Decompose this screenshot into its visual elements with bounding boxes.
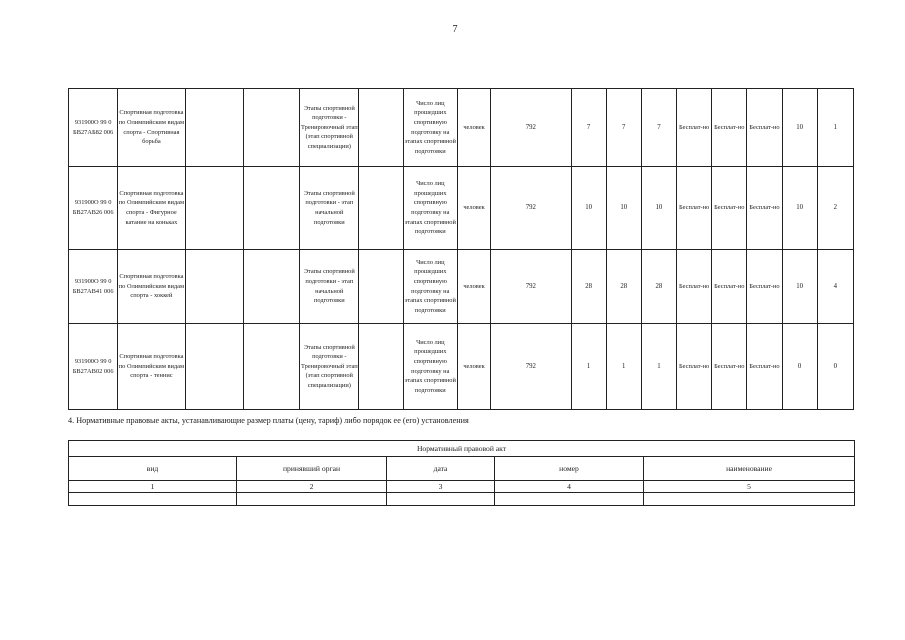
okei-code-cell: 792 xyxy=(491,89,571,167)
empty-cell xyxy=(359,324,403,410)
deviation-percent-cell: 10 xyxy=(782,89,817,167)
price-year1-cell: Бесплат-но xyxy=(677,324,712,410)
normative-acts-table xyxy=(68,440,855,506)
value-year2-cell: 10 xyxy=(606,167,641,250)
service-code-cell: 931900О 99 0 БВ27АВ26 006 xyxy=(69,167,118,250)
service-row xyxy=(69,89,854,167)
col-number-5: 5 xyxy=(644,481,855,493)
stage-cell: Этапы спортивной подготовки - этап начальной подготовки xyxy=(300,167,359,250)
unit-cell: человек xyxy=(457,167,490,250)
col-number-2: 2 xyxy=(237,481,387,493)
indicator-cell: Число лиц прошедших спортивную подготовку на этапах спортивной подготовки xyxy=(403,250,457,324)
price-year1-cell: Бесплат-но xyxy=(677,89,712,167)
service-name-cell: Спортивная подготовка по Олимпийским видам спорта - Спортивная борьба xyxy=(118,89,185,167)
service-code-cell: 931900О 99 0 БВ27АВ41 006 xyxy=(69,250,118,324)
empty-cell xyxy=(387,493,495,506)
value-year1-cell: 28 xyxy=(571,250,606,324)
col-number-3: 3 xyxy=(387,481,495,493)
service-name-cell: Спортивная подготовка по Олимпийским видам спорта - хоккей xyxy=(118,250,185,324)
col-header-number: номер xyxy=(495,457,644,481)
okei-code-cell: 792 xyxy=(491,324,571,410)
unit-cell: человек xyxy=(457,89,490,167)
service-name-cell: Спортивная подготовка по Олимпийским видам спорта - теннис xyxy=(118,324,185,410)
indicator-cell: Число лиц прошедших спортивную подготовку на этапах спортивной подготовки xyxy=(403,89,457,167)
value-year3-cell: 7 xyxy=(641,89,676,167)
empty-cell xyxy=(359,89,403,167)
empty-cell xyxy=(644,493,855,506)
empty-cell xyxy=(243,250,299,324)
service-row xyxy=(69,250,854,324)
deviation-absolute-cell: 2 xyxy=(817,167,853,250)
service-row xyxy=(69,324,854,410)
service-row xyxy=(69,167,854,250)
price-year3-cell: Бесплат-но xyxy=(747,167,782,250)
col-header-title: наименование xyxy=(644,457,855,481)
col-header-authority: принявший орган xyxy=(237,457,387,481)
empty-cell xyxy=(243,167,299,250)
empty-cell xyxy=(243,89,299,167)
value-year3-cell: 28 xyxy=(641,250,676,324)
deviation-absolute-cell: 1 xyxy=(817,89,853,167)
service-code-cell: 931900О 99 0 БВ27АБ82 006 xyxy=(69,89,118,167)
empty-cell xyxy=(185,89,243,167)
price-year2-cell: Бесплат-но xyxy=(712,89,747,167)
service-code-cell: 931900О 99 0 БВ27АВ02 006 xyxy=(69,324,118,410)
services-table xyxy=(68,88,854,410)
okei-code-cell: 792 xyxy=(491,250,571,324)
page-number: 7 xyxy=(452,24,458,35)
empty-cell xyxy=(495,493,644,506)
price-year2-cell: Бесплат-но xyxy=(712,324,747,410)
deviation-percent-cell: 10 xyxy=(782,167,817,250)
stage-cell: Этапы спортивной подготовки - Тренировочный этап (этап спортивной специализации) xyxy=(300,89,359,167)
empty-cell xyxy=(185,167,243,250)
unit-cell: человек xyxy=(457,250,490,324)
deviation-percent-cell: 10 xyxy=(782,250,817,324)
price-year1-cell: Бесплат-но xyxy=(677,167,712,250)
unit-cell: человек xyxy=(457,324,490,410)
empty-cell xyxy=(359,167,403,250)
service-name-cell: Спортивная подготовка по Олимпийским видам спорта - Фигурное катание на коньках xyxy=(118,167,185,250)
value-year3-cell: 1 xyxy=(641,324,676,410)
deviation-absolute-cell: 4 xyxy=(817,250,853,324)
indicator-cell: Число лиц прошедших спортивную подготовку на этапах спортивной подготовки xyxy=(403,324,457,410)
price-year2-cell: Бесплат-но xyxy=(712,167,747,250)
empty-cell xyxy=(185,250,243,324)
empty-cell xyxy=(69,493,237,506)
value-year1-cell: 10 xyxy=(571,167,606,250)
value-year2-cell: 28 xyxy=(606,250,641,324)
stage-cell: Этапы спортивной подготовки - Тренировочный этап (этап спортивной специализации) xyxy=(300,324,359,410)
empty-cell xyxy=(237,493,387,506)
acts-group-header: Нормативный правовой акт xyxy=(69,441,855,457)
empty-cell xyxy=(243,324,299,410)
indicator-cell: Число лиц прошедших спортивную подготовку на этапах спортивной подготовки xyxy=(403,167,457,250)
section4-caption: 4. Нормативные правовые акты, устанавливающие размер платы (цену, тариф) либо порядок ее (его) установления xyxy=(68,416,469,425)
okei-code-cell: 792 xyxy=(491,167,571,250)
price-year2-cell: Бесплат-но xyxy=(712,250,747,324)
value-year3-cell: 10 xyxy=(641,167,676,250)
price-year3-cell: Бесплат-но xyxy=(747,250,782,324)
value-year2-cell: 7 xyxy=(606,89,641,167)
empty-cell xyxy=(185,324,243,410)
stage-cell: Этапы спортивной подготовки - этап начальной подготовки xyxy=(300,250,359,324)
price-year3-cell: Бесплат-но xyxy=(747,89,782,167)
empty-cell xyxy=(359,250,403,324)
col-number-1: 1 xyxy=(69,481,237,493)
col-header-type: вид xyxy=(69,457,237,481)
deviation-percent-cell: 0 xyxy=(782,324,817,410)
col-header-date: дата xyxy=(387,457,495,481)
price-year3-cell: Бесплат-но xyxy=(747,324,782,410)
price-year1-cell: Бесплат-но xyxy=(677,250,712,324)
value-year1-cell: 1 xyxy=(571,324,606,410)
col-number-4: 4 xyxy=(495,481,644,493)
value-year1-cell: 7 xyxy=(571,89,606,167)
value-year2-cell: 1 xyxy=(606,324,641,410)
deviation-absolute-cell: 0 xyxy=(817,324,853,410)
